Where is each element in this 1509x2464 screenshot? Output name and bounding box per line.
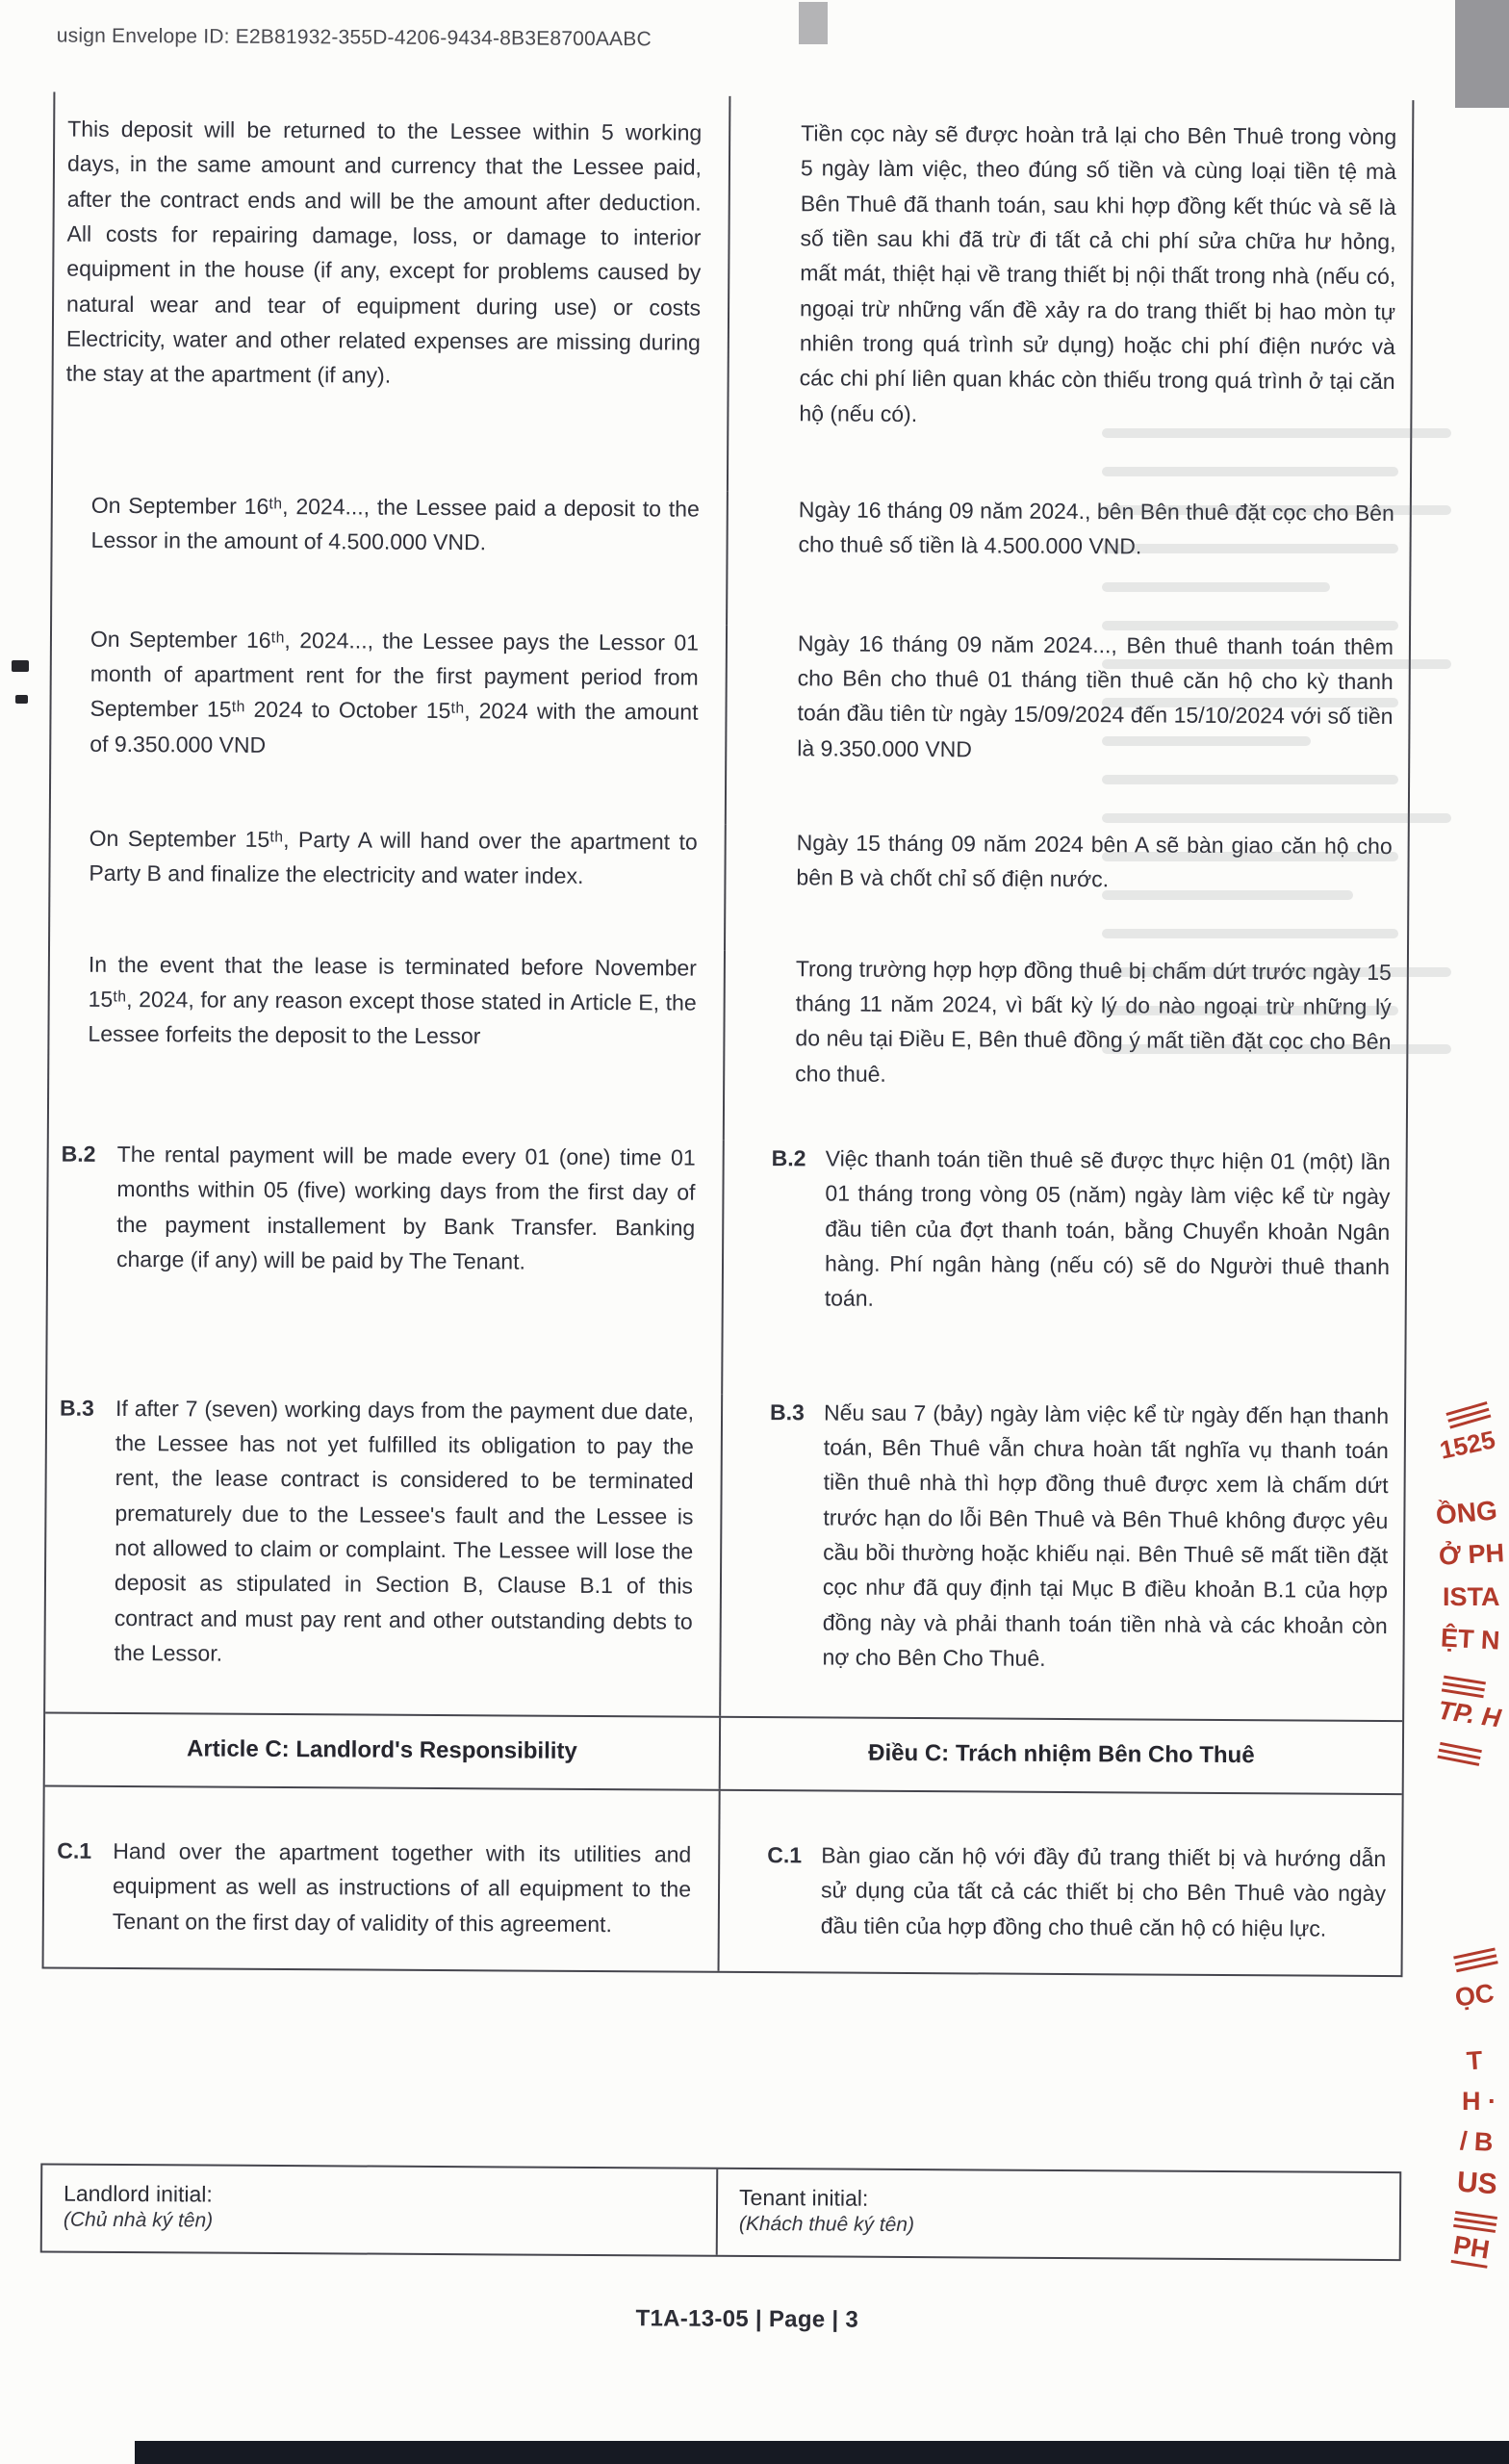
landlord-initial-cell [42,2166,719,2255]
page-footer: T1A-13-05 | Page | 3 [635,2305,859,2333]
stamp-fragment: ỒNG [1434,1495,1498,1530]
docusign-envelope-id: usign Envelope ID: E2B81932-355D-4206-9434-8B3E8700AABC [56,24,652,51]
bleedthrough-ghost-text [1102,428,1482,1083]
clause-b3-text-vi: Nếu sau 7 (bảy) ngày làm việc kể từ ngày đến hạn thanh toán, Bên Thuê vẫn chưa hoàn tất nghĩa vụ thanh toán tiền thuê nhà thì hợp đồng thuê được xem là chấm dứt trước hạn do lỗi Bên Thuê và Bên Thuê không được yêu cầu bồi thường hoặc khiếu nại. Bên Thuê sẽ mất tiền đặt cọc như đã quy định tại Mục B điều khoản B.1 của hợp đồng này và phải thanh toán tiền nhà và các khoản còn nợ cho Bên Cho Thuê. [822,1399,1390,1671]
table-row [45,1390,1404,1720]
scan-speck [15,695,28,704]
clause-b2-text-en: The rental payment will be made every 01 (one) time 01 months within 05 (five) working days from the first day of the payment installement by Bank Transfer. Banking charge (if any) will be paid by The Tenant. [115,1141,696,1274]
stamp-fragment: H · [1462,2087,1496,2116]
cell-b3-en [45,1390,723,1716]
stamp-fragment: TP. H [1436,1695,1503,1733]
cell-c1-en [44,1787,721,1971]
scan-artifact-mark [799,2,828,44]
handover-paragraph-en: On September 15ᵗʰ, Party A will hand over the apartment to Party B and finalize the electricity and water index. [89,825,698,889]
clause-c1-en [57,1834,692,1942]
cell-c1-vi [720,1791,1402,1975]
stamp-fragment: PH [1451,2230,1492,2268]
cell-handover-en [50,820,727,950]
deposit-paid-paragraph-vi: Ngày 16 tháng 09 năm 2024., bên Bên thuê đặt cọc cho Bên cho thuê số tiền là 4.500.000 VND. [798,497,1394,559]
cell-b1-en [53,92,730,492]
stamp-fragment: 1525 [1437,1424,1498,1465]
stamp-fragment: ISTA [1443,1582,1500,1611]
clause-b3-text-en: If after 7 (seven) working days from the payment due date, the Lessee has not yet fulfilled its obligation to pay the rent, the lease contract is considered to be terminated prematurely due to the Lessee's fault and the Lessee is not allowed to claim or complaint. The Lessee will lose the deposit as stipulated in Section B, Clause B.1 of this contract and must pay rent and other outstanding debts to the Lessor. [114,1395,695,1666]
stamp-fragment: Ở PH [1438,1538,1505,1571]
tenant-initial-label: Tenant initial: [739,2184,869,2211]
clause-number: B.2 [61,1141,96,1167]
clause-b1-paragraph-en: This deposit will be returned to the Lessee within 5 working days, in the same amount and currency that the Lessee paid, after the contract ends and will be the amount after deduction. All costs for repairing damage, loss, or damage to interior equipment in the house (if any, except for problems caused by natural wear and tear of equipment during use) or costs Electricity, water and other related expenses are missing during the stay at the apartment (if any). [65,116,703,388]
first-rent-paragraph-en: On September 16ᵗʰ, 2024..., the Lessee pays the Lessor 01 month of apartment rent for the first payment period from September 15ᵗʰ 2024 to October 15ᵗʰ, 2024 with the amount of 9.350.000 VND [90,626,700,757]
cell-termination-en [49,946,726,1141]
scan-speck [12,660,29,672]
clause-number: B.2 [771,1144,806,1171]
stamp-fragment: ỌC [1453,1978,1496,2013]
clause-b2-text-vi: Việc thanh toán tiền thuê sẽ được thực hiện 01 (một) lần 01 tháng trong vòng 05 (năm) ngày làm việc kể từ ngày đầu tiên của đợt thanh toán, bằng Chuyển khoản Ngân hàng. Phí ngân hàng (nếu có) sẽ do Người thuê thanh toán. [824,1145,1391,1311]
clause-number: B.3 [60,1395,94,1421]
clause-b2-en [61,1136,696,1279]
tenant-initial-cell [718,2169,1400,2259]
first-rent-paragraph-vi: Ngày 16 tháng 09 năm 2024..., Bên thuê thanh toán thêm cho Bên cho thuê 01 tháng tiền thuê căn hộ cho kỳ thanh toán đầu tiên từ ngày 15/09/2024 đến 15/10/2024 với số tiền là 9.350.000 VND [797,629,1394,761]
clause-c1-text-en: Hand over the apartment together with its utilities and equipment as well as instructions of all equipment to the Tenant on the first day of validity of this agreement. [112,1838,692,1937]
clause-b2-vi [771,1141,1391,1320]
termination-paragraph-vi: Trong trường hợp hợp đồng thuê bị chấm dứt trước ngày 15 tháng 11 năm 2024, vì bất kỳ lý do nào ngoại trừ những lý do nêu tại Điều E, Bên thuê đồng ý mất tiền đặt cọc cho Bên cho thuê. [795,955,1392,1087]
scan-artifact-bottom-edge [135,2441,1509,2464]
table-row [44,1787,1402,1976]
tenant-initial-sublabel: (Khách thuê ký tên) [738,2212,915,2237]
clause-b1-paragraph-vi: Tiền cọc này sẽ được hoàn trả lại cho Bên Thuê trong vòng 5 ngày làm việc, theo đúng số tiền và cùng loại tiền tệ mà Bên Thuê đã thanh toán, sau khi hợp đồng kết thúc và sẽ là số tiền sau khi đã trừ đi tất cả chi phí sửa chữa hư hỏng, mất mát, thiệt hại về trang thiết bị nội thất trong nhà (nếu có, ngoại trừ những vấn đề xảy ra do trang thiết bị hao mòn tự nhiên trong quá trình sử dụng) hoặc chi phí điện nước và các chi phí liên quan khác còn thiếu trong quá trình ở tại căn hộ (nếu có). [799,120,1397,426]
initials-table [40,2163,1402,2261]
article-c-title-en: Article C: Landlord's Responsibility [45,1714,721,1789]
clause-number: B.3 [769,1399,805,1424]
table-row [47,1136,1406,1398]
landlord-initial-label: Landlord initial: [64,2180,213,2207]
scan-artifact-corner [1455,0,1509,108]
landlord-initial-sublabel: (Chủ nhà ký tên) [63,2208,214,2232]
stamp-fragment: ỆT N [1440,1623,1501,1656]
cell-b2-vi [723,1141,1406,1399]
article-c-title-vi: Điều C: Trách nhiệm Bên Cho Thuê [868,1739,1255,1769]
cell-b3-vi [721,1394,1404,1720]
clause-b3-en [58,1390,694,1674]
clause-c1-text-vi: Bàn giao căn hộ với đầy đủ trang thiết bị và hướng dẫn sử dụng của tất cả các thiết bị cho Bên Thuê vào ngày đầu tiên của hợp đồng cho thuê căn hộ có hiệu lực. [820,1842,1387,1941]
clause-number: C.1 [767,1842,803,1868]
deposit-paid-paragraph-en: On September 16ᵗʰ, 2024..., the Lessee paid a deposit to the Lessor in the amount of 4.500.000 VND. [90,492,700,555]
cell-b2-en [47,1136,725,1394]
cell-deposit-en [52,487,729,625]
cell-first-rent-en [51,621,728,825]
stamp-fragment: US [1455,2166,1498,2201]
termination-paragraph-en: In the event that the lease is terminated before November 15ᵗʰ, 2024, for any reason except those stated in Article E, the Lessee forfeits the deposit to the Lessor [88,951,697,1049]
stamp-fragment: T [1465,2045,1484,2076]
stamp-fragment: / B [1459,2126,1495,2157]
clause-c1-vi [767,1837,1387,1946]
clause-number: C.1 [57,1837,92,1863]
article-c-header-row [45,1712,1402,1796]
clause-b3-vi [768,1395,1389,1679]
handover-paragraph-vi: Ngày 15 tháng 09 năm 2024 bên A sẽ bàn giao căn hộ cho bên B và chốt chỉ số điện nước. [796,830,1393,892]
